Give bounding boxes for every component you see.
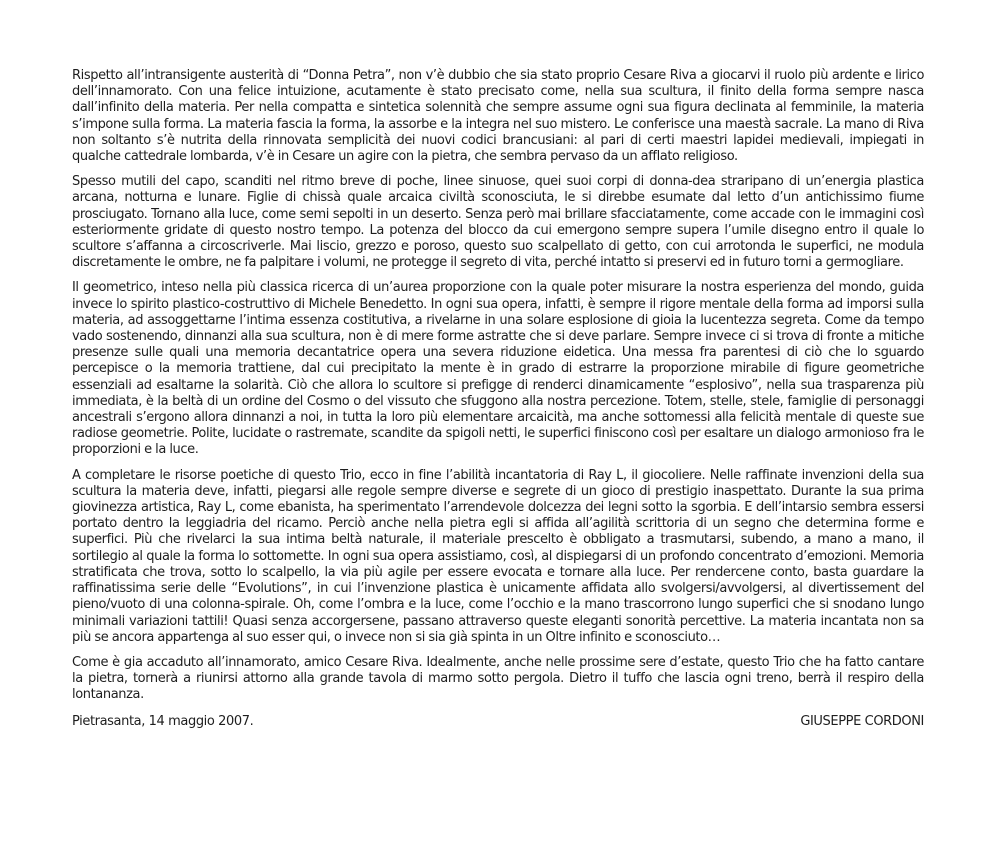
signature-line bbox=[72, 714, 924, 730]
paragraph-ray-l: A completare le risorse poetiche di questo Trio, ecco in fine l’abilità incantatoria di Ray L, il giocoliere. Nelle raffinate invenzioni della sua scultura la materia deve, infatti, piegarsi alle regole sempre diverse e segrete di un gioco di prestigio inaspettato. Durante la sua prima giovinezza artistica, Ray L, come ebanista, ha sperimentato l’arrendevole dolcezza dei legni sotto la sgorbia. E dell’intarsio sembra essersi portato dentro la leggiadria del ricamo. Perciò anche nella pietra egli si affida all’agilità scrittoria di un segno che determina forme e superfici. Più che rivelarci la sua intima beltà naturale, il materiale prescelto è obbligato a trasmutarsi, subendo, a mano a mano, il sortilegio al quale la forma lo sottomette. In ogni sua opera assistiamo, così, al dispiegarsi di un profondo concentrato d’emozioni. Memoria stratificata che trova, sotto lo scalpello, la via più agile per essere evocata e tornare alla luce. Per rendercene conto, basta guardare la raffinatissima serie delle “Evolutions”, in cui l’invenzione plastica è unicamente affidata allo svolgersi/avvolgersi, al divertissement del pieno/vuoto di una colonna-spirale. Oh, come l’ombra e la luce, come l’occhio e la mano trascorrono lungo superfici che si snodano lungo minimali variazioni tattili! Quasi senza accorgersene, passano attraverso queste eleganti sonorità percettive. La materia incantata non sa più se ancora appartenga al suo esser qui, o invece non si sia già spinta in un Oltre infinito e sconosciuto… bbox=[72, 467, 924, 645]
author-name: GIUSEPPE CORDONI bbox=[800, 713, 924, 729]
place-date: Pietrasanta, 14 maggio 2007. bbox=[72, 713, 254, 729]
paragraph-michele-benedetto: Il geometrico, inteso nella più classica ricerca di un’aurea proporzione con la quale poter misurare la nostra esperienza del mondo, guida invece lo spirito plastico-costruttivo di Michele Benedetto. In ogni sua opera, infatti, è sempre il rigore mentale della forma ad imporsi sulla materia, ad assoggettarne l’intima essenza costitutiva, a rivelarne in una solare esplosione di gioia la lucentezza segreta. Come da tempo vado sostenendo, dinnanzi alla sua scultura, non è di mere forme astratte che si deve parlare. Sempre invece ci si trova di fronte a mitiche presenze sulle quali una memoria decantatrice opera una severa riduzione eidetica. Una messa fra parentesi di ciò che lo sguardo percepisce o la memoria trattiene, dal cui precipitato la mente è in grado di estrarre la proporzione mirabile di figure geometriche essenziali ad esaltarne la solarità. Ciò che allora lo scultore si prefigge di renderci dinamicamente “esplosivo”, nella sua trasparenza più immediata, è la beltà di un ordine del Cosmo o del vissuto che sfuggono alla nostra percezione. Totem, stelle, stele, famiglie di personaggi ancestrali s’ergono allora dinnanzi a noi, in tutta la loro più elementare arcaicità, ma anche sottomessi alla felicità mentale di queste sue radiose geometrie. Polite, lucidate o rastremate, scandite da spigoli netti, le superfici finiscono così per esaltare un dialogo armonioso fra le proporzioni e la luce. bbox=[72, 280, 924, 458]
document-page bbox=[72, 68, 924, 730]
paragraph-conclusion: Come è gia accaduto all’innamorato, amico Cesare Riva. Idealmente, anche nelle prossime sere d’estate, questo Trio che ha fatto cantare la pietra, tornerà a riunirsi attorno alla grande tavola di marmo sotto pergola. Dietro il tuffo che lascia ogni treno, berrà il respiro della lontananza. bbox=[72, 654, 924, 703]
paragraph-mutili: Spesso mutili del capo, scanditi nel ritmo breve di poche, linee sinuose, quei suoi corpi di donna-dea straripano di un’energia plastica arcana, notturna e lunare. Figlie di chissà quale arcaica civiltà sconosciuta, le si direbbe esumate dal letto d’un antichissimo fiume prosciugato. Tornano alla luce, come semi sepolti in un deserto. Senza però mai brillare sfacciatamente, come accade con le immagini così esteriormente gridate di questo nostro tempo. La potenza del blocco da cui emergono sempre supera l’umile disegno entro il quale lo scultore s’affanna a circoscriverle. Mai liscio, grezzo e poroso, questo suo scalpellato di getto, con cui arrotonda le superfici, ne modula discretamente le ombre, ne fa palpitare i volumi, ne protegge il segreto di vita, perché intatto si preservi ed in futuro torni a germogliare. bbox=[72, 174, 924, 271]
paragraph-cesare-riva: Rispetto all’intransigente austerità di “Donna Petra”, non v’è dubbio che sia stato proprio Cesare Riva a giocarvi il ruolo più ardente e lirico dell’innamorato. Con una felice intuizione, acutamente è stato precisato come, nella sua scultura, il finito della forma sempre nasca dall’infinito della materia. Per nella compatta e sintetica solennità che sempre assume ogni sua figura declinata al femminile, la materia s’impone sulla forma. La materia fascia la forma, la assorbe e la integra nel suo mistero. Le conferisce una maestà sacrale. La mano di Riva non soltanto s’è nutrita della rinnovata semplicità dei nuovi codici brancusiani: al pari di certi maestri lapidei medievali, impiegati in qualche cattedrale lombarda, v’è in Cesare un agire con la pietra, che sembra pervaso da un afflato religioso. bbox=[72, 68, 924, 165]
